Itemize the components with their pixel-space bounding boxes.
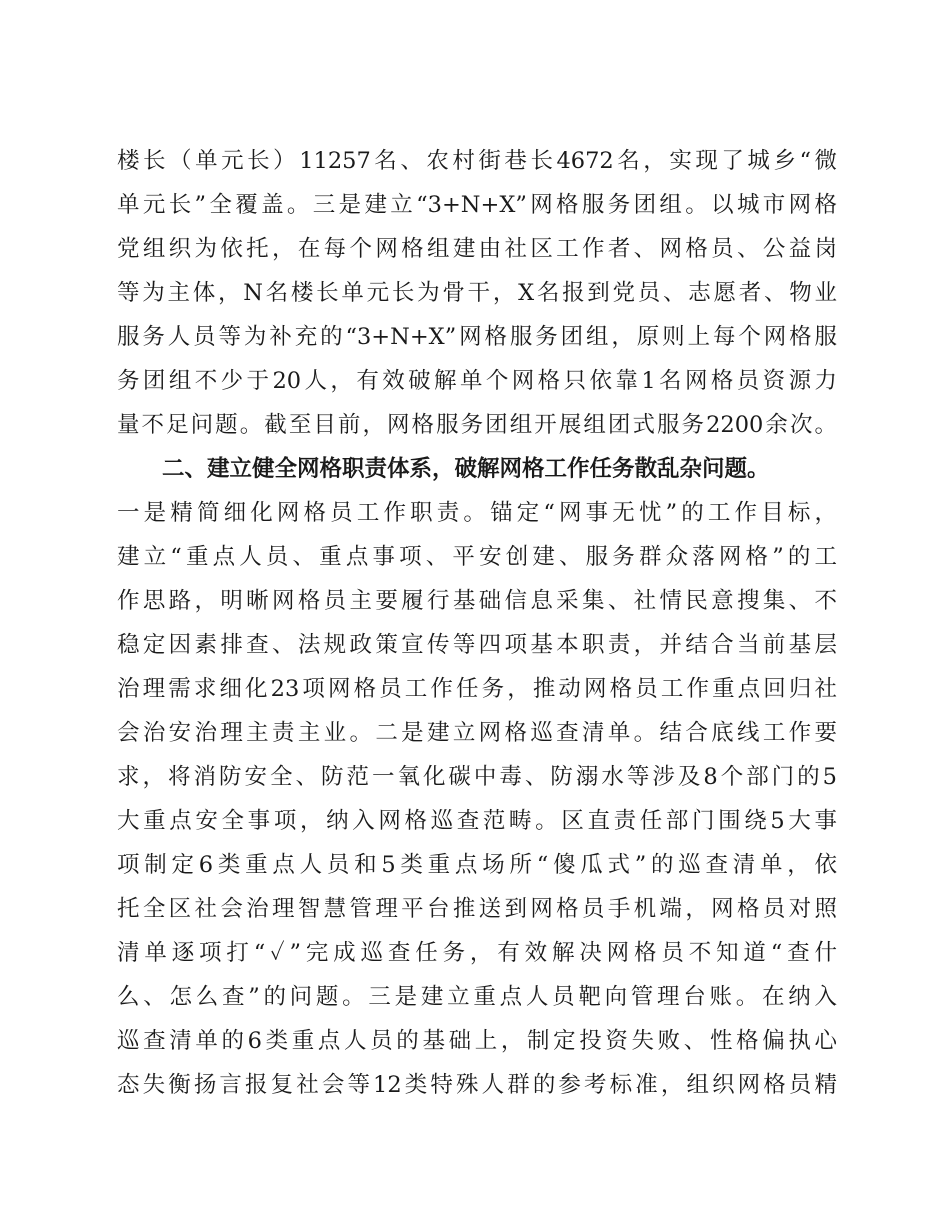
text-line: 求，将消防安全、防范一氧化碳中毒、防溺水等涉及8个部门的5 bbox=[117, 764, 837, 790]
text-line: 治理需求细化23项网格员工作任务，推动网格员工作重点回归社 bbox=[117, 676, 837, 702]
body-text bbox=[117, 139, 837, 1107]
text-line: 建立“重点人员、重点事项、平安创建、服务群众落网格”的工 bbox=[117, 544, 837, 570]
text-line: 托全区社会治理智慧管理平台推送到网格员手机端，网格员对照 bbox=[117, 896, 837, 922]
text-line: 作思路，明晰网格员主要履行基础信息采集、社情民意搜集、不 bbox=[117, 588, 837, 614]
text-line: 单元长”全覆盖。三是建立“3+N+X”网格服务团组。以城市网格 bbox=[117, 192, 837, 218]
text-line: 态失衡扬言报复社会等12类特殊人群的参考标准，组织网格员精 bbox=[117, 1072, 837, 1098]
text-line: 等为主体，N名楼长单元长为骨干，X名报到党员、志愿者、物业 bbox=[117, 280, 837, 306]
text-line: 稳定因素排查、法规政策宣传等四项基本职责，并结合当前基层 bbox=[117, 632, 837, 658]
text-line: 大重点安全事项，纳入网格巡查范畴。区直责任部门围绕5大事 bbox=[117, 808, 837, 834]
text-line: 量不足问题。截至目前，网格服务团组开展组团式服务2200余次。 bbox=[117, 412, 837, 438]
text-line: 么、怎么查”的问题。三是建立重点人员靶向管理台账。在纳入 bbox=[117, 984, 837, 1010]
text-line: 党组织为依托，在每个网格组建由社区工作者、网格员、公益岗 bbox=[117, 236, 837, 262]
text-line: 项制定6类重点人员和5类重点场所“傻瓜式”的巡查清单，依 bbox=[117, 852, 837, 878]
text-line: 务团组不少于20人，有效破解单个网格只依靠1名网格员资源力 bbox=[117, 368, 837, 394]
text-line: 一是精简细化网格员工作职责。锚定“网事无忧”的工作目标， bbox=[117, 500, 837, 526]
text-line: 服务人员等为补充的“3+N+X”网格服务团组，原则上每个网格服 bbox=[117, 324, 837, 350]
text-line: 清单逐项打“✓”完成巡查任务，有效解决网格员不知道“查什 bbox=[117, 940, 837, 966]
text-line: 巡查清单的6类重点人员的基础上，制定投资失败、性格偏执心 bbox=[117, 1028, 837, 1054]
text-line: 会治安治理主责主业。二是建立网格巡查清单。结合底线工作要 bbox=[117, 720, 837, 746]
section-heading: 二、建立健全网格职责体系，破解网格工作任务散乱杂问题。 bbox=[162, 456, 770, 482]
text-line: 楼长（单元长）11257名、农村街巷长4672名，实现了城乡“微 bbox=[117, 148, 837, 174]
